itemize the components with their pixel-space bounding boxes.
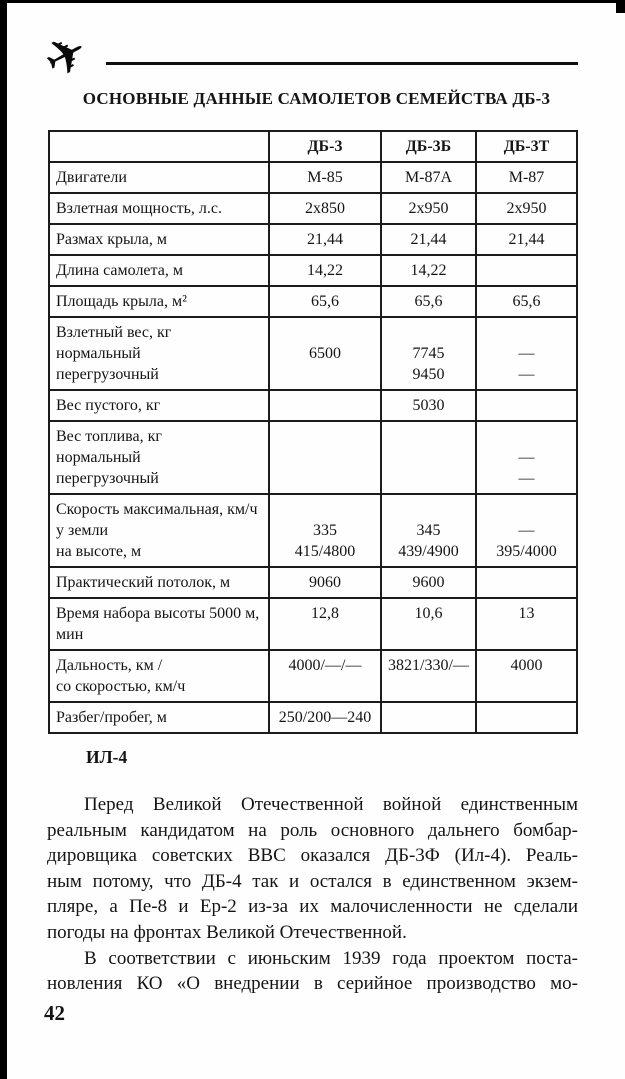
data-cell bbox=[381, 494, 476, 567]
page-title: ОСНОВНЫЕ ДАННЫЕ САМОЛЕТОВ СЕМЕЙСТВА ДБ-3 bbox=[82, 89, 551, 108]
data-cell bbox=[269, 494, 381, 567]
cell-line: 9600 bbox=[412, 574, 445, 591]
label-line: Взлетная мощность, л.с. bbox=[56, 200, 222, 217]
label-line: Скорость максимальная, км/ч bbox=[56, 501, 258, 518]
cell-line: 9060 bbox=[309, 574, 341, 591]
cell-line: — bbox=[518, 470, 535, 487]
label-line: Размах крыла, м bbox=[56, 231, 167, 248]
label-line: Площадь крыла, м² bbox=[56, 293, 187, 310]
cell-line bbox=[388, 322, 469, 343]
table-row bbox=[49, 317, 577, 390]
data-cell bbox=[381, 317, 476, 390]
data-cell bbox=[381, 162, 476, 193]
data-cell bbox=[476, 193, 577, 224]
data-cell bbox=[269, 598, 381, 650]
label-line: Разбег/пробег, м bbox=[56, 709, 167, 726]
text-line: дировщика советских ВВС оказался ДБ-3Ф (Ил-4). Реаль- bbox=[47, 845, 578, 867]
text-line: В соответствии с июньским 1939 года проектом поста- bbox=[84, 947, 578, 969]
label-line: мин bbox=[56, 626, 84, 643]
data-cell bbox=[381, 224, 476, 255]
row-label bbox=[49, 162, 269, 193]
label-line: Двигатели bbox=[56, 169, 127, 186]
text-line: пляре, а Пе-8 и Ер-2 из-за их малочисленности не сделали bbox=[47, 896, 578, 918]
cell-line bbox=[483, 426, 570, 447]
data-cell bbox=[476, 317, 577, 390]
data-cell bbox=[381, 193, 476, 224]
label-line: Вес пустого, кг bbox=[56, 397, 161, 414]
table-row bbox=[49, 390, 577, 421]
cell-line: 65,6 bbox=[512, 293, 541, 310]
data-cell bbox=[269, 317, 381, 390]
table-row bbox=[49, 598, 577, 650]
header-cell-empty bbox=[49, 131, 269, 162]
scan-border-left bbox=[0, 0, 7, 1079]
data-cell bbox=[476, 702, 577, 733]
label-line: перегрузочный bbox=[56, 470, 159, 487]
cell-line bbox=[388, 707, 469, 728]
scan-corner-notch bbox=[616, 0, 625, 13]
label-line: Длина самолета, м bbox=[56, 262, 183, 279]
data-cell bbox=[381, 286, 476, 317]
cell-line bbox=[483, 572, 570, 593]
specs-table-body bbox=[49, 131, 577, 733]
table-row bbox=[49, 702, 577, 733]
data-cell bbox=[476, 650, 577, 702]
cell-line bbox=[388, 499, 469, 520]
cell-line bbox=[276, 322, 374, 343]
cell-line: — bbox=[518, 522, 535, 539]
cell-line: — bbox=[518, 345, 535, 362]
row-label bbox=[49, 317, 269, 390]
cell-line: 2х850 bbox=[305, 200, 345, 217]
data-cell bbox=[476, 286, 577, 317]
data-cell bbox=[269, 224, 381, 255]
cell-line: 439/4900 bbox=[398, 543, 459, 560]
page-number: 42 bbox=[44, 1001, 65, 1025]
data-cell bbox=[476, 390, 577, 421]
row-label bbox=[49, 286, 269, 317]
cell-line bbox=[483, 707, 570, 728]
table-row bbox=[49, 494, 577, 567]
data-cell bbox=[269, 567, 381, 598]
cell-line bbox=[276, 395, 374, 416]
text-line: Перед Великой Отечественной войной единственным bbox=[84, 794, 578, 815]
text-line: новления КО «О внедрении в серийное производство мо- bbox=[47, 973, 578, 995]
label-line: у земли bbox=[56, 522, 109, 539]
cell-line: 2х950 bbox=[506, 200, 547, 217]
column-header: ДБ-3Т bbox=[476, 131, 577, 162]
cell-line: 415/4800 bbox=[294, 543, 356, 560]
table-row bbox=[49, 650, 577, 702]
data-cell bbox=[381, 421, 476, 494]
cell-line bbox=[276, 499, 374, 520]
cell-line: 2х950 bbox=[408, 200, 449, 217]
cell-line: 12,8 bbox=[311, 605, 339, 622]
label-line: со скоростью, км/ч bbox=[56, 678, 186, 695]
row-label bbox=[49, 390, 269, 421]
label-line: нормальный bbox=[56, 449, 141, 466]
row-label bbox=[49, 650, 269, 702]
cell-line: 65,6 bbox=[414, 293, 443, 310]
data-cell bbox=[381, 255, 476, 286]
data-cell bbox=[476, 255, 577, 286]
airplane-icon: ✈ bbox=[33, 20, 99, 92]
cell-line: 21,44 bbox=[508, 231, 545, 248]
data-cell bbox=[269, 650, 381, 702]
table-row bbox=[49, 255, 577, 286]
data-cell bbox=[269, 255, 381, 286]
cell-line: 14,22 bbox=[307, 262, 343, 279]
row-label bbox=[49, 193, 269, 224]
text-line: ным потому, что ДБ-4 так и остался в единственном экзем- bbox=[47, 870, 578, 892]
cell-line bbox=[276, 426, 374, 447]
cell-line: 7745 bbox=[412, 345, 445, 362]
table-row bbox=[49, 162, 577, 193]
label-line: Дальность, км / bbox=[56, 657, 163, 674]
cell-line bbox=[483, 395, 570, 416]
cell-line: 3821/330/— bbox=[388, 657, 469, 674]
row-label bbox=[49, 421, 269, 494]
label-line: Практический потолок, м bbox=[56, 574, 231, 591]
scan-border-top bbox=[0, 0, 625, 3]
table-row bbox=[49, 421, 577, 494]
data-cell bbox=[381, 702, 476, 733]
cell-line bbox=[276, 364, 374, 385]
label-line: Вес топлива, кг bbox=[56, 428, 162, 445]
table-row bbox=[49, 224, 577, 255]
cell-line: М-87А bbox=[404, 169, 453, 186]
header-rule bbox=[106, 62, 578, 65]
data-cell bbox=[476, 162, 577, 193]
cell-line: 250/200—240 bbox=[278, 709, 372, 726]
data-cell bbox=[269, 421, 381, 494]
cell-line: 21,44 bbox=[410, 231, 447, 248]
data-cell bbox=[476, 224, 577, 255]
data-cell bbox=[269, 390, 381, 421]
data-cell bbox=[476, 598, 577, 650]
label-line: перегрузочный bbox=[56, 366, 159, 383]
data-cell bbox=[381, 390, 476, 421]
cell-line: 10,6 bbox=[414, 605, 443, 622]
data-cell bbox=[476, 421, 577, 494]
data-cell bbox=[381, 567, 476, 598]
data-cell bbox=[269, 702, 381, 733]
specs-table bbox=[48, 130, 578, 734]
cell-line bbox=[483, 499, 570, 520]
cell-line bbox=[483, 260, 570, 281]
cell-line bbox=[276, 447, 374, 468]
cell-line bbox=[388, 426, 469, 447]
table-row bbox=[49, 286, 577, 317]
cell-line bbox=[276, 468, 374, 489]
cell-line: 14,22 bbox=[410, 262, 447, 279]
row-label bbox=[49, 567, 269, 598]
table-row bbox=[49, 193, 577, 224]
data-cell bbox=[269, 286, 381, 317]
cell-line bbox=[388, 468, 469, 489]
cell-line: — bbox=[518, 449, 535, 466]
column-header: ДБ-3Б bbox=[381, 131, 476, 162]
data-cell bbox=[476, 567, 577, 598]
cell-line bbox=[483, 322, 570, 343]
cell-line: 4000 bbox=[510, 657, 543, 674]
text-line: реальным кандидатом на роль основного дальнего бомбар- bbox=[47, 819, 578, 841]
row-label bbox=[49, 598, 269, 650]
cell-line bbox=[388, 447, 469, 468]
body-text bbox=[47, 792, 578, 997]
cell-line: 6500 bbox=[309, 345, 341, 362]
data-cell bbox=[269, 162, 381, 193]
cell-line: 5030 bbox=[412, 397, 445, 414]
row-label bbox=[49, 255, 269, 286]
table-header-row bbox=[49, 131, 577, 162]
text-line: погоды на фронтах Великой Отечественной. bbox=[47, 921, 407, 943]
data-cell bbox=[269, 193, 381, 224]
column-header: ДБ-3 bbox=[269, 131, 381, 162]
cell-line: 345 bbox=[416, 522, 441, 539]
label-line: Время набора высоты 5000 м, bbox=[56, 605, 260, 622]
label-line: нормальный bbox=[56, 345, 141, 362]
data-cell bbox=[381, 650, 476, 702]
section-heading: ИЛ-4 bbox=[86, 747, 128, 767]
label-line: Взлетный вес, кг bbox=[56, 324, 172, 341]
cell-line: 65,6 bbox=[311, 293, 339, 310]
label-line: на высоте, м bbox=[56, 543, 142, 560]
cell-line: М-87 bbox=[508, 169, 545, 186]
data-cell bbox=[476, 494, 577, 567]
cell-line: 4000/—/— bbox=[288, 657, 362, 674]
cell-line: — bbox=[518, 366, 535, 383]
table-row bbox=[49, 567, 577, 598]
cell-line: 335 bbox=[313, 522, 337, 539]
data-cell bbox=[381, 598, 476, 650]
cell-line: 9450 bbox=[412, 366, 445, 383]
row-label bbox=[49, 702, 269, 733]
cell-line: 13 bbox=[518, 605, 535, 622]
row-label bbox=[49, 494, 269, 567]
cell-line: М-85 bbox=[307, 169, 343, 186]
cell-line: 21,44 bbox=[307, 231, 343, 248]
cell-line: 395/4000 bbox=[496, 543, 557, 560]
row-label bbox=[49, 224, 269, 255]
